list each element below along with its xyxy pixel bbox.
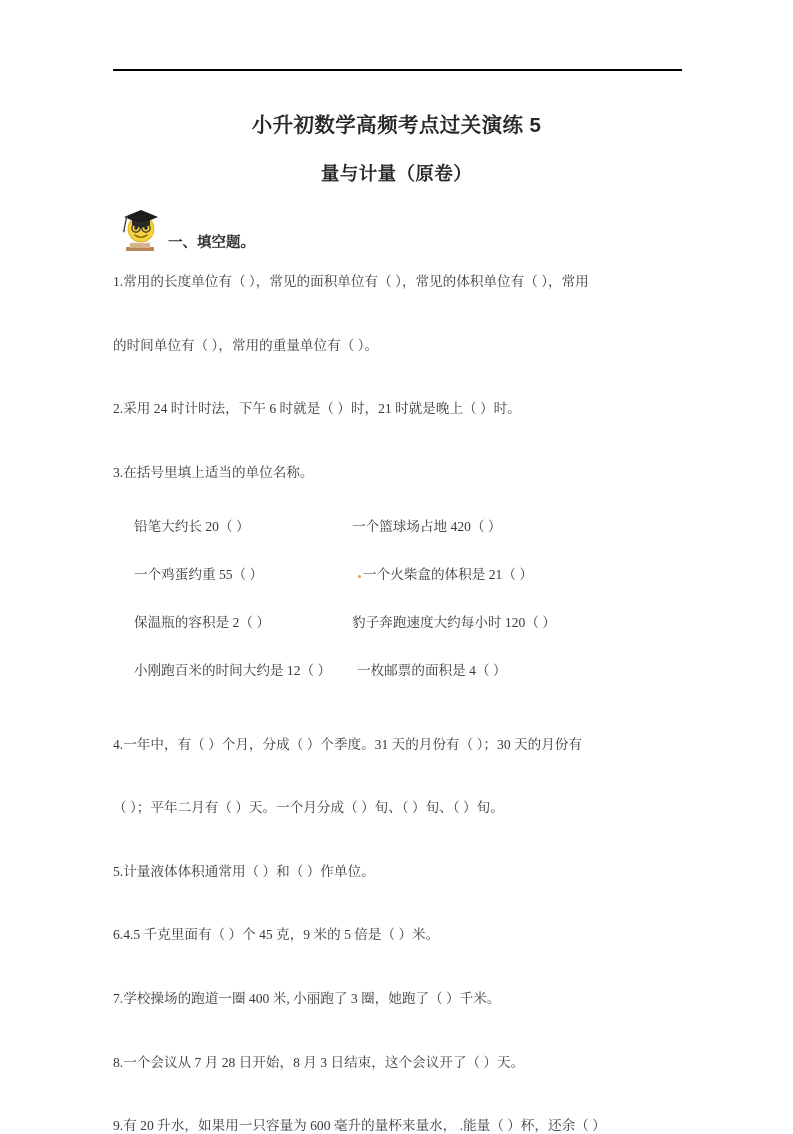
question-3-unit-table xyxy=(113,515,693,707)
question-1-line-2: 的时间单位有（ ），常用的重量单位有（ ）。 xyxy=(113,337,379,353)
unit-row xyxy=(113,563,693,611)
page-title: 小升初数学高频考点过关演练 5 xyxy=(251,114,542,137)
question-3-line-1: 3.在括号里填上适当的单位名称。 xyxy=(113,464,314,480)
unit-item-left: 小刚跑百米的时间大约是 12（ ） xyxy=(134,662,332,678)
unit-item-right: 一个火柴盒的体积是 21（ ） xyxy=(363,566,533,582)
unit-row xyxy=(113,611,693,659)
question-8-line-1: 8.一个会议从 7 月 28 日开始，8 月 3 日结束，这个会议开了（ ）天。 xyxy=(113,1054,525,1070)
question-2-line-1: 2.采用 24 时计时法，下午 6 时就是（ ）时，21 时就是晚上（ ）时。 xyxy=(113,401,521,417)
unit-item-right: 豹子奔跑速度大约每小时 120（ ） xyxy=(352,614,556,630)
spacer xyxy=(113,879,693,927)
spacer xyxy=(113,290,693,338)
unit-row xyxy=(113,515,693,563)
spacer xyxy=(113,417,693,465)
question-5-line-1: 5.计量液体体积通常用（ ）和（ ）作单位。 xyxy=(113,863,375,879)
unit-row xyxy=(113,659,693,707)
unit-item-left: 铅笔大约长 20（ ） xyxy=(134,518,250,534)
scan-artifact-dot xyxy=(358,575,361,578)
spacer xyxy=(113,1007,693,1055)
question-9-text: 9.有 20 升水，如果用一只容量为 600 毫升的量杯来量水， .能量（ ）杯，还余（ ） xyxy=(113,1118,606,1134)
spacer xyxy=(113,752,693,800)
section-heading-label: 一、填空题。 xyxy=(168,235,255,251)
unit-item-left: 一个鸡蛋约重 55（ ） xyxy=(134,566,264,582)
questions-area xyxy=(113,274,693,1134)
spacer xyxy=(113,816,693,864)
question-4-line-1: 4.一年中，有（ ）个月，分成（ ）个季度。31 天的月份有（ ）；30 天的月份有 xyxy=(113,736,582,752)
spacer xyxy=(113,707,693,737)
unit-item-right: 一枚邮票的面积是 4（ ） xyxy=(357,662,507,678)
spacer xyxy=(113,1070,693,1118)
page-subtitle: 量与计量（原卷） xyxy=(320,163,473,184)
spacer xyxy=(113,943,693,991)
question-6-line-1: 6.4.5 千克里面有（ ）个 45 克，9 米的 5 倍是（ ）米。 xyxy=(113,927,440,943)
question-9-line-1 xyxy=(113,1118,693,1134)
spacer xyxy=(113,353,693,401)
graduate-smiley-icon xyxy=(110,205,172,255)
header-divider xyxy=(113,69,682,71)
spacer xyxy=(113,481,693,515)
unit-item-left: 保温瓶的容积是 2（ ） xyxy=(134,614,270,630)
unit-item-right: 一个篮球场占地 420（ ） xyxy=(352,518,502,534)
question-4-line-2: （ ）；平年二月有（ ）天。一个月分成（ ）旬、（ ）旬、（ ）旬。 xyxy=(113,800,504,816)
section-heading xyxy=(110,205,255,255)
question-1-line-1: 1.常用的长度单位有（ ），常见的面积单位有（ ），常见的体积单位有（ ），常用 xyxy=(113,274,589,289)
question-7-line-1: 7.学校操场的跑道一圈 400 米, 小丽跑了 3 圈，她跑了（ ）千米。 xyxy=(113,991,501,1006)
